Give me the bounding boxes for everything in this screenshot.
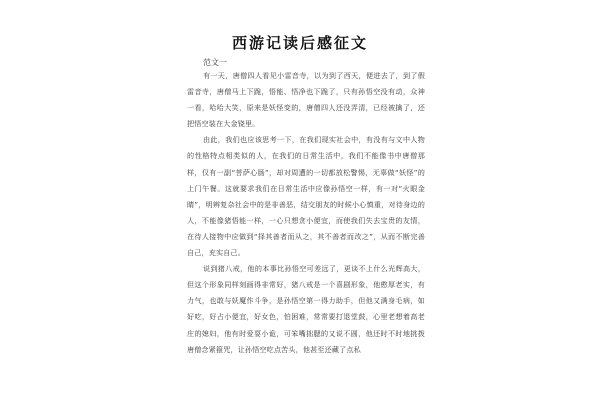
document-title: 西游记读后感征文 — [231, 34, 368, 52]
paragraph-2: 由此，我们也应该思考一下，在我们现实社会中，有没有与文中人物的性格特点相类似的人，在我们的日常生活中，我们不能像书中唐僧那样，仅有一副“菩萨心肠”，却对周遭的一切都放松警惕，无辜做“妖怪”的上门午餐。这就要求我们在日常生活中应像孙悟空一样，有一对“火眼金睛”，明辨复杂社会中的是非善恶，结交朋友的时候小心慎重，对待身边的人，不能像猪悟能一样，一心只想贪小便宜，而使我们失去宝贵的友情，在待人接物中应做到“择其善者而从之，其不善者而改之”，从而不断完善自己，充实自己。 — [187, 135, 425, 258]
document-body — [187, 68, 425, 358]
paragraph-1: 有一天，唐僧四人看见小雷音寺，以为到了西天，便进去了，到了假雷音寺，唐僧马上下跪，悟能、悟净也下跪了，只有孙悟空没有动，众神一看，哈哈大笑，原来是妖怪变的，唐僧四人还没弄清，已经被擒了，还把悟空装在大金铙里。 — [187, 71, 425, 129]
paragraph-3: 说到猪八戒，他的本事比孙悟空可差远了，更谈不上什么光辉高大，但这个形象同样刻画得非常好，猪八戒是一个喜剧形象，他憨厚老实，有力气，也敢与妖魔作斗争，是孙悟空第一得力助手，但他又满身毛病，如好吃，好占小便宜，好女色，怕困难，常常要打退堂鼓，心里老想着高老庄的媳妇，他有时爱耍小诡，可笨嘴拙腮的又说不圆，他还时不时地挑拨唐僧念紧箍咒，让孙悟空吃点苦头，他甚至还藏了点私 — [187, 264, 425, 354]
document-subtitle: 范文一 — [203, 58, 227, 67]
